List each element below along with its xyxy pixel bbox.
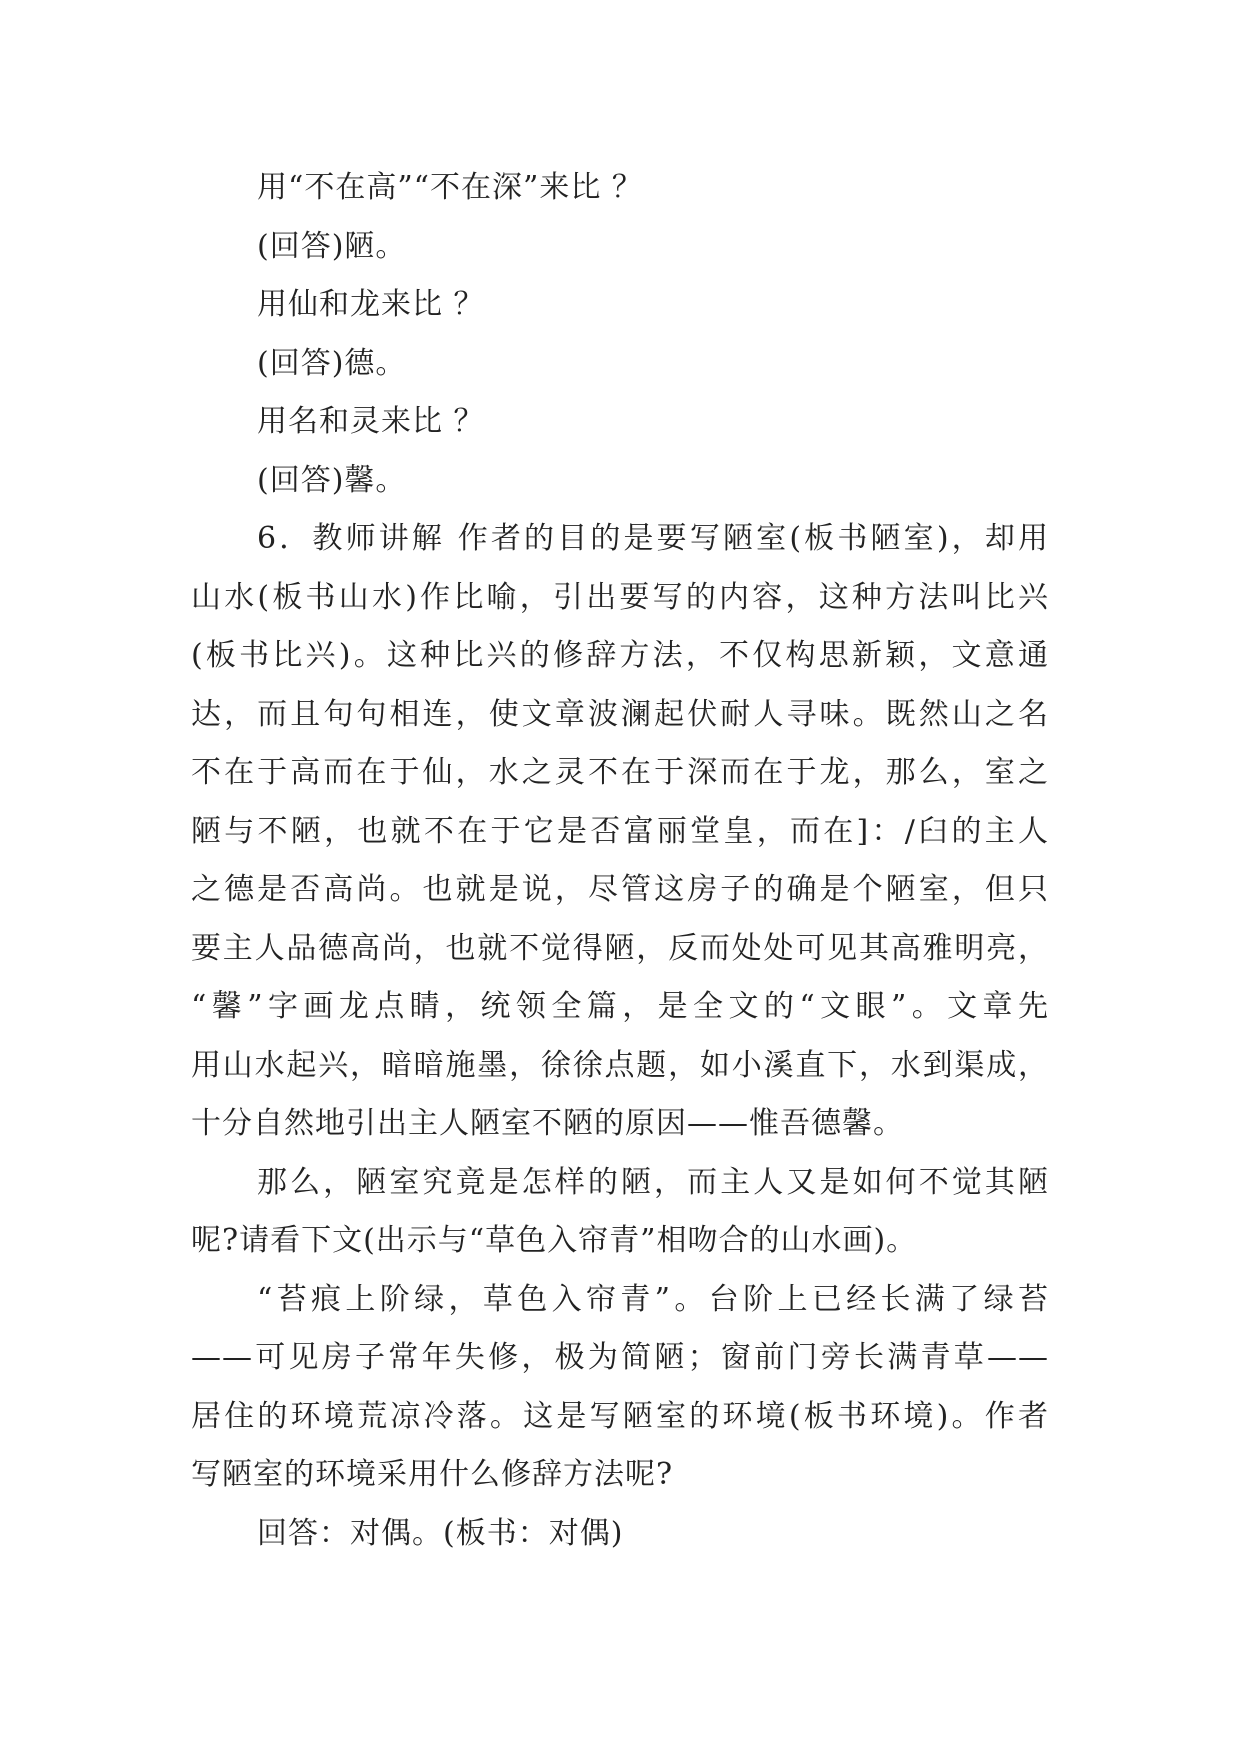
paragraph-6-line-1: 6．教师讲解 作者的目的是要写陋室(板书陋室)，却用 xyxy=(257,521,1049,556)
answer-line-4: 回答：对偶。(板书：对偶) xyxy=(257,1516,624,1551)
paragraph-environment-line-1: “苔痕上阶绿，草色入帘青”。台阶上已经长满了绿苔 xyxy=(257,1282,1049,1317)
paragraph-environment-line-3: 居住的环境荒凉冷落。这是写陋室的环境(板书环境)。作者 xyxy=(191,1399,1049,1434)
question-line-3: 用名和灵来比 ？ xyxy=(257,404,485,439)
paragraph-6-line-6: 陋与不陋，也就不在于它是否富丽堂皇，而在]：/臼的主人 xyxy=(191,814,1049,849)
paragraph-6-line-4: 达，而且句句相连，使文章波澜起伏耐人寻味。既然山之名 xyxy=(191,697,1049,732)
paragraph-6-line-11: 十分自然地引出主人陋室不陋的原因——惟吾德馨。 xyxy=(191,1106,904,1141)
paragraph-6-line-5: 不在于高而在于仙，水之灵不在于深而在于龙，那么，室之 xyxy=(191,755,1049,790)
paragraph-6-line-3: (板书比兴)。这种比兴的修辞方法，不仅构思新颖，文意通 xyxy=(191,638,1049,673)
paragraph-question-line-2: 呢?请看下文(出示与“草色入帘青”相吻合的山水画)。 xyxy=(191,1223,918,1258)
question-line-1: 用“不在高”“不在深”来比 ？ xyxy=(257,170,643,205)
answer-line-2: (回答)德。 xyxy=(257,346,407,381)
paragraph-environment-line-4: 写陋室的环境采用什么修辞方法呢? xyxy=(191,1457,674,1492)
question-line-2: 用仙和龙来比 ？ xyxy=(257,287,485,322)
paragraph-6-line-10: 用山水起兴，暗暗施墨，徐徐点题，如小溪直下，水到渠成， xyxy=(191,1048,1049,1083)
answer-line-3: (回答)馨。 xyxy=(257,463,407,498)
answer-line-1: (回答)陋。 xyxy=(257,229,407,264)
paragraph-6-line-7: 之德是否高尚。也就是说，尽管这房子的确是个陋室，但只 xyxy=(191,872,1049,907)
paragraph-6-line-9: “馨”字画龙点睛，统领全篇，是全文的“文眼”。文章先 xyxy=(191,989,1049,1024)
paragraph-6-line-8: 要主人品德高尚，也就不觉得陋，反而处处可见其高雅明亮， xyxy=(191,931,1049,966)
paragraph-environment-line-2: ——可见房子常年失修，极为简陋；窗前门旁长满青草—— xyxy=(191,1340,1049,1375)
paragraph-question-line-1: 那么，陋室究竟是怎样的陋，而主人又是如何不觉其陋 xyxy=(257,1165,1049,1200)
paragraph-6-line-2: 山水(板书山水)作比喻，引出要写的内容，这种方法叫比兴 xyxy=(191,580,1049,615)
